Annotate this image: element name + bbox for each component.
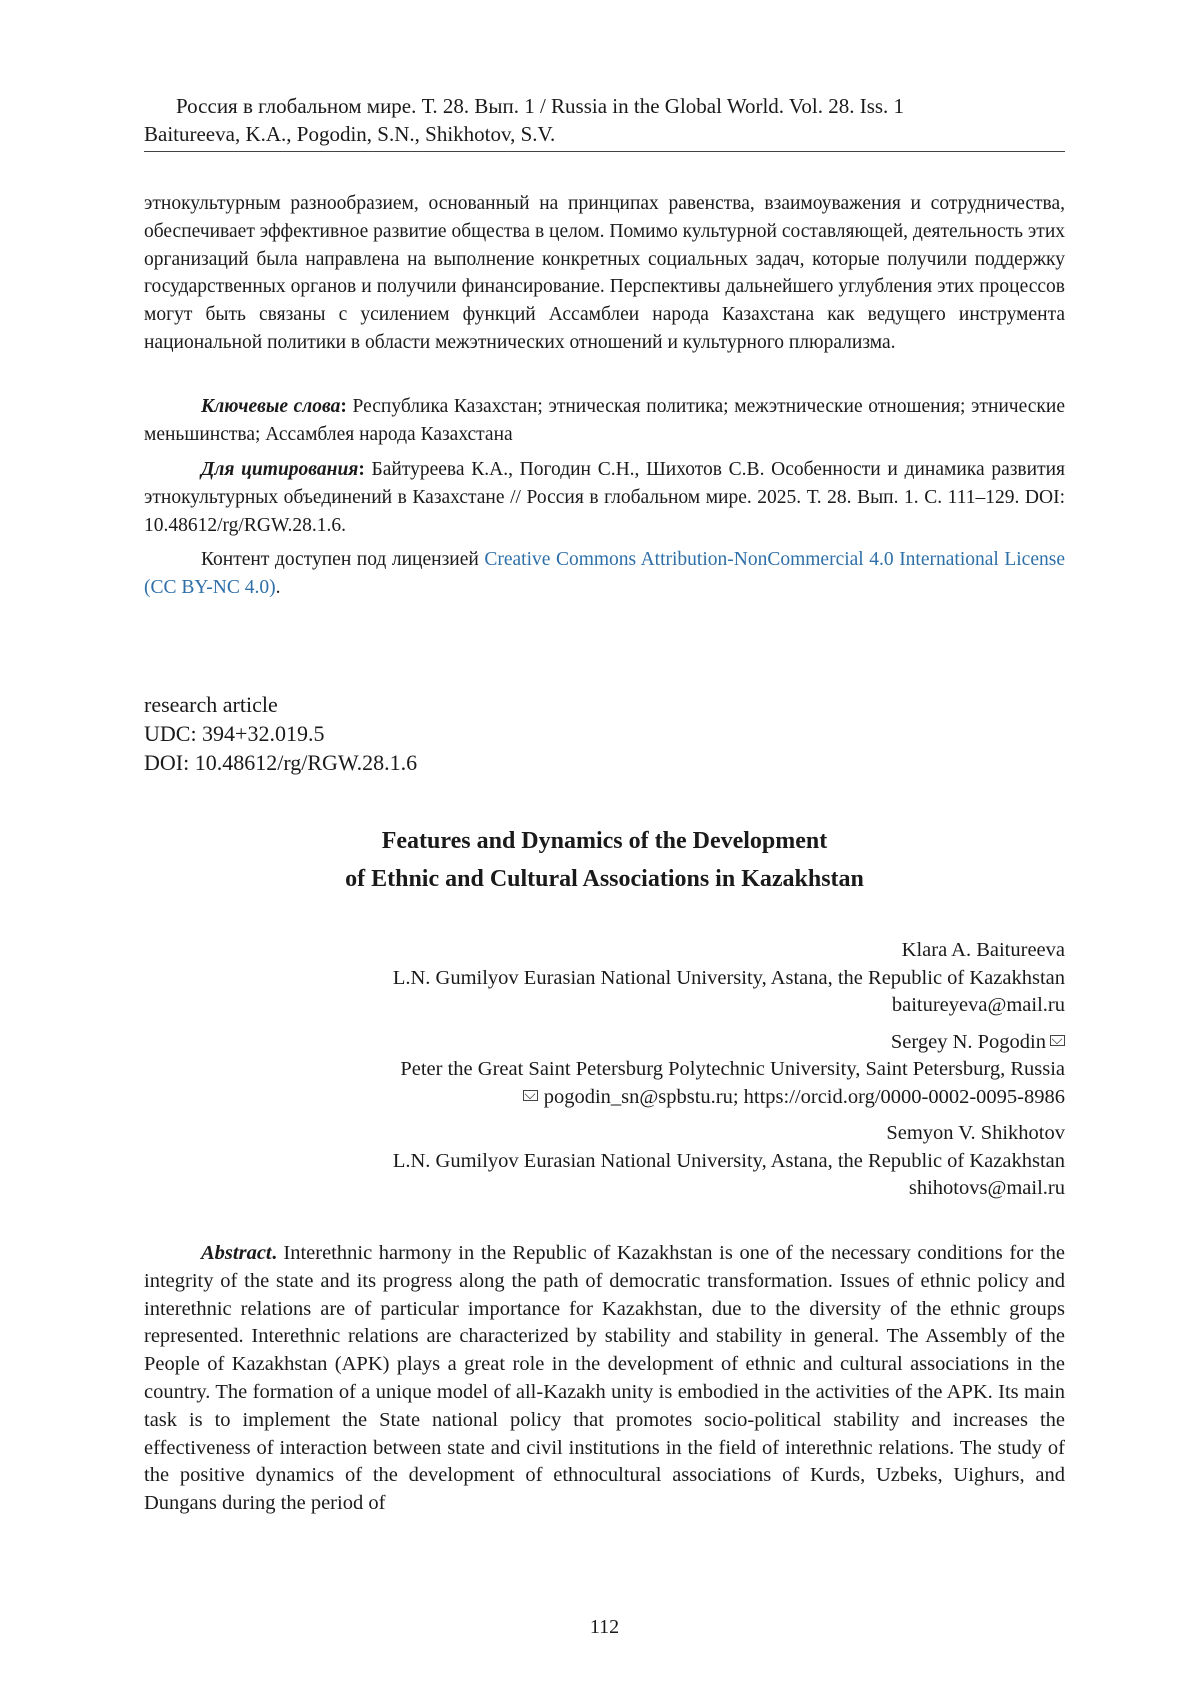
author-name: Semyon V. Shikhotov <box>886 1122 1065 1144</box>
author-contact-row <box>144 1084 1065 1112</box>
author-name: Klara A. Baitureeva <box>901 939 1065 961</box>
russian-keywords: Ключевые слова: Республика Казахстан; этническая политика; межэтнические отношения; этнические меньшинства; Ассамблея народа Казахстана <box>144 396 1065 445</box>
running-header <box>144 92 1065 148</box>
header-authors-line: Baitureeva, K.A., Pogodin, S.N., Shikhotov, S.V. <box>144 122 556 146</box>
title-line-1: Features and Dynamics of the Development <box>381 828 828 854</box>
author-email[interactable]: baitureyeva@mail.ru <box>891 994 1065 1016</box>
author-affiliation: L.N. Gumilyov Eurasian National University, Astana, the Republic of Kazakhstan <box>392 1149 1065 1172</box>
citation-label: Для цитирования <box>201 459 359 480</box>
author-email[interactable]: pogodin_sn@spbstu.ru; https://orcid.org/0000-0002-0095-8986 <box>543 1085 1065 1108</box>
citation-text: Байтуреева К.А., Погодин С.Н., Шихотов С.В. Особенности и динамика развития этнокультурных объединений в Казахстане // Россия в глобальном мире. 2025. Т. 28. Вып. 1. С. 111–129. DOI: 10.48612/rg/RGW.28.1.6. <box>144 459 1065 536</box>
doi: DOI: 10.48612/rg/RGW.28.1.6 <box>144 750 418 775</box>
author-block <box>144 937 1065 1212</box>
author-shikhotov <box>144 1120 1065 1203</box>
article-meta <box>144 690 417 777</box>
abstract-label: Abstract <box>201 1242 272 1264</box>
author-affiliation: L.N. Gumilyov Eurasian National University, Astana, the Republic of Kazakhstan <box>392 966 1065 989</box>
author-affiliation: Peter the Great Saint Petersburg Polytechnic University, Saint Petersburg, Russia <box>400 1058 1065 1080</box>
article-type: research article <box>144 692 278 717</box>
article-title <box>144 822 1065 898</box>
english-abstract: Abstract. Interethnic harmony in the Republic of Kazakhstan is one of the necessary conditions for the integrity of the state and its progress along the path of democratic transformation. Issues of ethnic policy and interethnic relations are of particular importance for Kazakhstan, due to the diversity of the ethnic groups represented. Interethnic relations are characterized by stability and stability in general. The Assembly of the People of Kazakhstan (APK) plays a great role in the development of ethnic and cultural associations in the country. The formation of a unique model of all-Kazakh unity is embodied in the activities of the APK. Its main task is to implement the State national policy that promotes socio-political stability and increases the effectiveness of interaction between state and civil institutions in the field of interethnic relations. The study of the positive dynamics of the development of ethnocultural associations of Kurds, Uzbeks, Uighurs, and Dungans during the period of <box>144 1242 1065 1515</box>
title-line-2: of Ethnic and Cultural Associations in Kazakhstan <box>345 866 864 892</box>
udc-code: UDC: 394+32.019.5 <box>144 721 325 746</box>
page-number: 112 <box>589 1616 620 1638</box>
keywords-text: Республика Казахстан; этническая политика; межэтнические отношения; этнические меньшинства; Ассамблея народа Казахстана <box>144 396 1065 445</box>
russian-citation: Для цитирования: Байтуреева К.А., Погодин С.Н., Шихотов С.В. Особенности и динамика развития этнокультурных объединений в Казахстане // Россия в глобальном мире. 2025. Т. 28. Вып. 1. С. 111–129. DOI: 10.48612/rg/RGW.28.1.6. <box>144 459 1065 536</box>
license-suffix: . <box>275 576 281 598</box>
keywords-label: Ключевые слова <box>201 396 341 417</box>
author-name: Sergey N. Pogodin <box>890 1030 1046 1053</box>
envelope-icon <box>1050 1035 1065 1046</box>
author-name-row <box>144 1029 1065 1057</box>
license-link[interactable]: Creative Commons Attribution-NonCommercial 4.0 International License (CC BY-NC 4.0) <box>144 549 1065 598</box>
author-pogodin <box>144 1029 1065 1112</box>
abstract-text: Interethnic harmony in the Republic of Kazakhstan is one of the necessary conditions for the integrity of the state and its progress along the path of democratic transformation. Issues of ethnic policy and interethnic relations are of particular importance for Kazakhstan, due to the diversity of the ethnic groups represented. Interethnic relations are characterized by stability and stability in general. The Assembly of the People of Kazakhstan (APK) plays a great role in the development of ethnic and cultural associations in the country. The formation of a unique model of all-Kazakh unity is embodied in the activities of the APK. Its main task is to implement the State national policy that promotes socio-political stability and increases the effectiveness of interaction between state and civil institutions in the field of interethnic relations. The study of the positive dynamics of the development of ethnocultural associations of Kurds, Uzbeks, Uighurs, and Dungans during the period of <box>144 1242 1065 1515</box>
author-baitureeva <box>144 937 1065 1020</box>
envelope-icon <box>523 1090 538 1101</box>
license-statement <box>144 546 1065 602</box>
license-prefix: Контент доступен под лицензией <box>201 549 485 570</box>
header-rule <box>144 151 1065 152</box>
journal-line: Россия в глобальном мире. Т. 28. Вып. 1 / Russia in the Global World. Vol. 28. Iss. 1 <box>176 94 905 118</box>
russian-abstract-tail: этнокультурным разнообразием, основанный на принципах равенства, взаимоуважения и сотрудничества, обеспечивает эффективное развитие общества в целом. Помимо культурной составляющей, деятельность этих организаций была направлена на выполнение конкретных социальных задач, которые получили поддержку государственных органов и получили финансирование. Перспективы дальнейшего углубления этих процессов могут быть связаны с усилением функций Ассамблеи народа Казахстана как ведущего инструмента национальной политики в области межэтнических отношений и культурного плюрализма. <box>144 193 1065 353</box>
author-email[interactable]: shihotovs@mail.ru <box>908 1177 1065 1199</box>
